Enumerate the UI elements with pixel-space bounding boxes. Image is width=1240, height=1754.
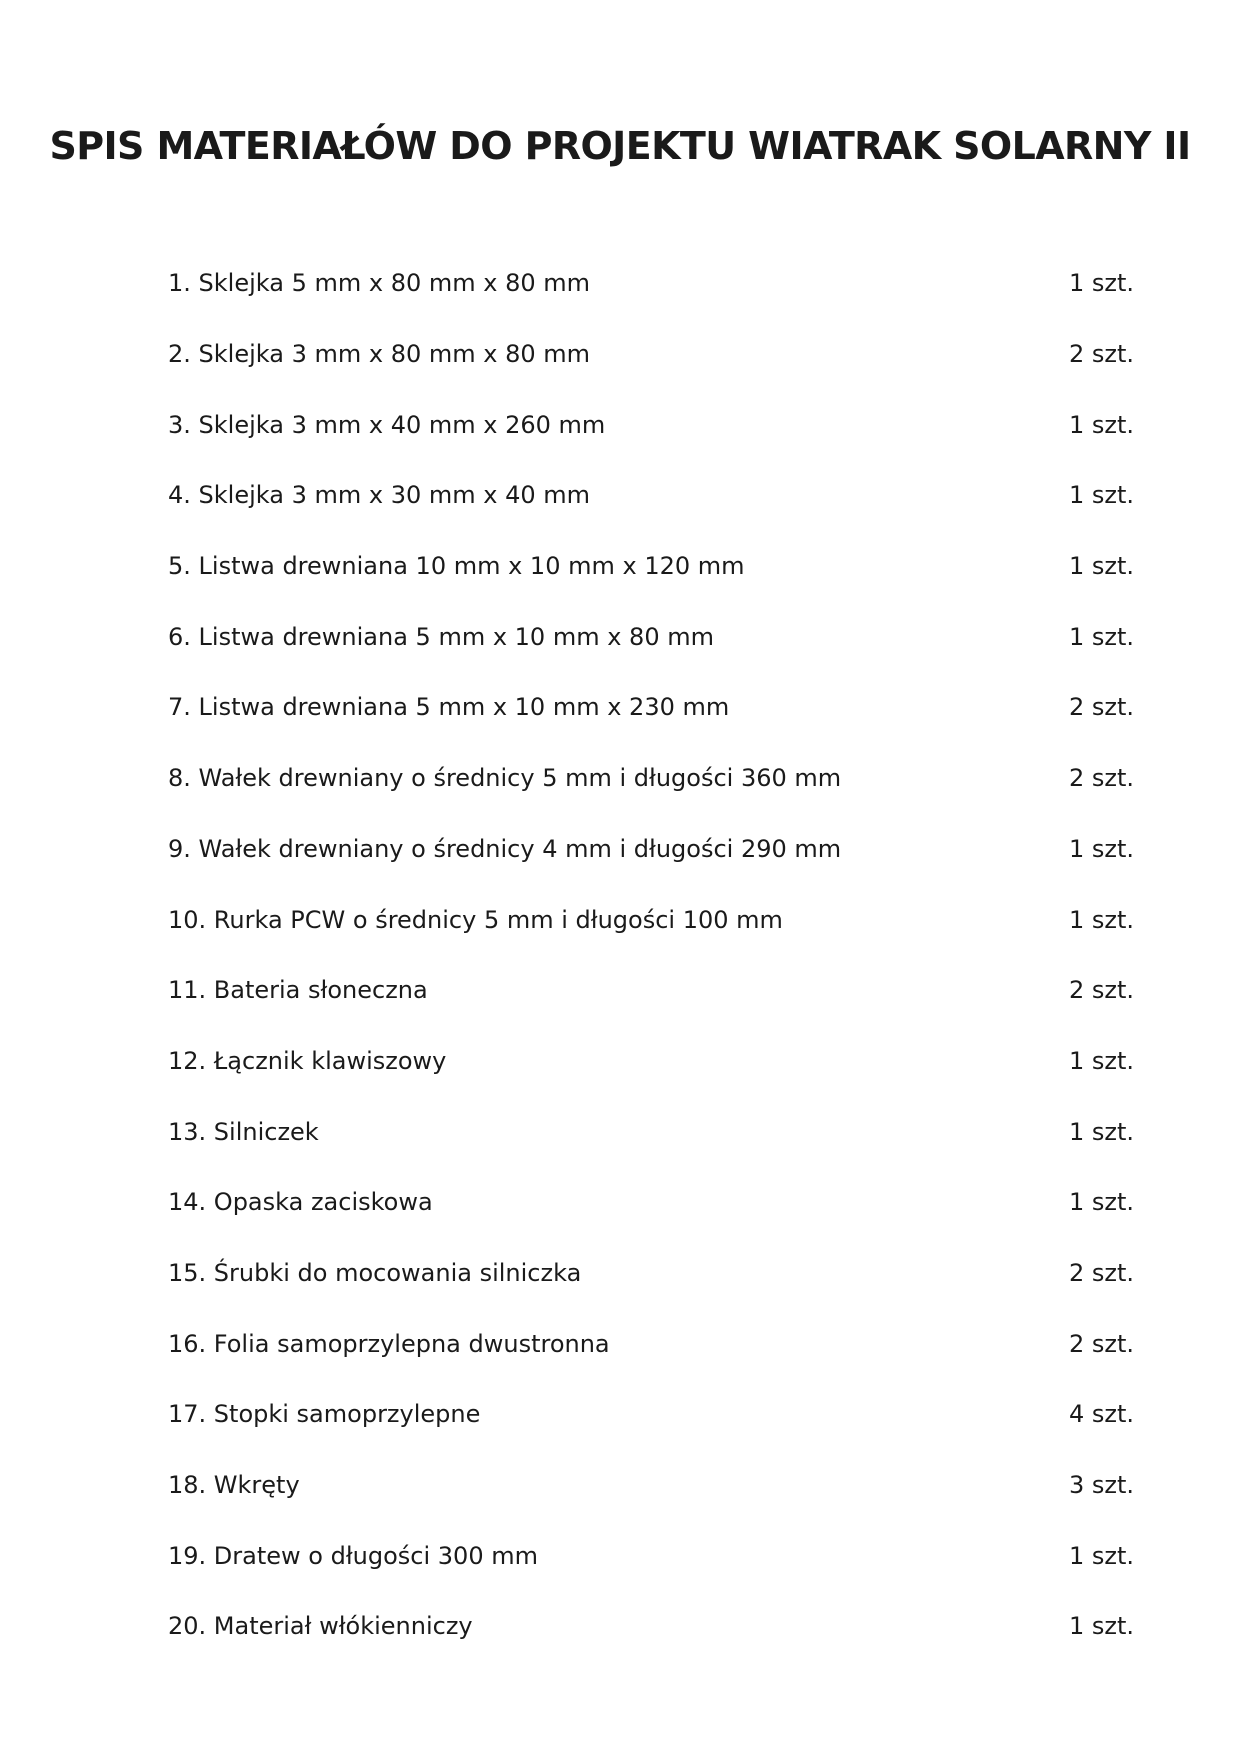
list-item [168, 1520, 1134, 1591]
item-label: 4. Sklejka 3 mm x 30 mm x 40 mm [168, 481, 591, 510]
item-label: 10. Rurka PCW o średnicy 5 mm i długości 100 mm [168, 905, 783, 934]
item-label: 15. Śrubki do mocowania silniczka [168, 1258, 582, 1287]
item-quantity: 1 szt. [1068, 1117, 1134, 1146]
list-item [168, 1450, 1134, 1521]
item-quantity: 3 szt. [1068, 1471, 1134, 1500]
list-item [168, 1096, 1134, 1167]
item-label: 12. Łącznik klawiszowy [168, 1046, 447, 1075]
item-quantity: 1 szt. [1068, 1188, 1134, 1217]
item-label: 3. Sklejka 3 mm x 40 mm x 260 mm [168, 410, 606, 439]
list-item [168, 1167, 1134, 1238]
list-item [168, 1308, 1134, 1379]
list-item [168, 743, 1134, 814]
item-label: 19. Dratew o długości 300 mm [168, 1541, 538, 1570]
item-quantity: 1 szt. [1068, 269, 1134, 298]
item-label: 9. Wałek drewniany o średnicy 4 mm i długości 290 mm [168, 834, 842, 863]
item-quantity: 1 szt. [1068, 622, 1134, 651]
list-item [168, 1379, 1134, 1450]
item-label: 5. Listwa drewniana 10 mm x 10 mm x 120 mm [168, 552, 745, 581]
item-quantity: 2 szt. [1068, 1329, 1134, 1358]
item-quantity: 1 szt. [1068, 481, 1134, 510]
list-item [168, 319, 1134, 390]
item-quantity: 1 szt. [1068, 1541, 1134, 1570]
list-item [168, 672, 1134, 743]
item-label: 6. Listwa drewniana 5 mm x 10 mm x 80 mm [168, 622, 714, 651]
item-quantity: 1 szt. [1068, 905, 1134, 934]
item-quantity: 1 szt. [1068, 1612, 1134, 1641]
list-item [168, 460, 1134, 531]
item-quantity: 4 szt. [1068, 1400, 1134, 1429]
materials-list [168, 248, 1134, 1662]
list-item [168, 248, 1134, 319]
item-label: 1. Sklejka 5 mm x 80 mm x 80 mm [168, 269, 591, 298]
item-label: 8. Wałek drewniany o średnicy 5 mm i długości 360 mm [168, 764, 842, 793]
item-quantity: 2 szt. [1068, 340, 1134, 369]
item-quantity: 2 szt. [1068, 693, 1134, 722]
list-item [168, 814, 1134, 885]
item-label: 17. Stopki samoprzylepne [168, 1400, 481, 1429]
list-item [168, 955, 1134, 1026]
item-label: 16. Folia samoprzylepna dwustronna [168, 1329, 610, 1358]
item-label: 11. Bateria słoneczna [168, 976, 428, 1005]
item-label: 18. Wkręty [168, 1471, 300, 1500]
item-quantity: 2 szt. [1068, 976, 1134, 1005]
list-item [168, 389, 1134, 460]
item-quantity: 2 szt. [1068, 1258, 1134, 1287]
item-label: 7. Listwa drewniana 5 mm x 10 mm x 230 mm [168, 693, 730, 722]
item-quantity: 2 szt. [1068, 764, 1134, 793]
list-item [168, 1026, 1134, 1097]
list-item [168, 531, 1134, 602]
item-label: 13. Silniczek [168, 1117, 319, 1146]
item-quantity: 1 szt. [1068, 1046, 1134, 1075]
page-title: SPIS MATERIAŁÓW DO PROJEKTU WIATRAK SOLARNY II [49, 124, 1191, 168]
item-label: 20. Materiał włókienniczy [168, 1612, 473, 1641]
item-label: 14. Opaska zaciskowa [168, 1188, 433, 1217]
item-quantity: 1 szt. [1068, 410, 1134, 439]
list-item [168, 1591, 1134, 1662]
list-item [168, 1238, 1134, 1309]
list-item [168, 601, 1134, 672]
item-quantity: 1 szt. [1068, 834, 1134, 863]
list-item [168, 884, 1134, 955]
item-quantity: 1 szt. [1068, 552, 1134, 581]
item-label: 2. Sklejka 3 mm x 80 mm x 80 mm [168, 340, 591, 369]
